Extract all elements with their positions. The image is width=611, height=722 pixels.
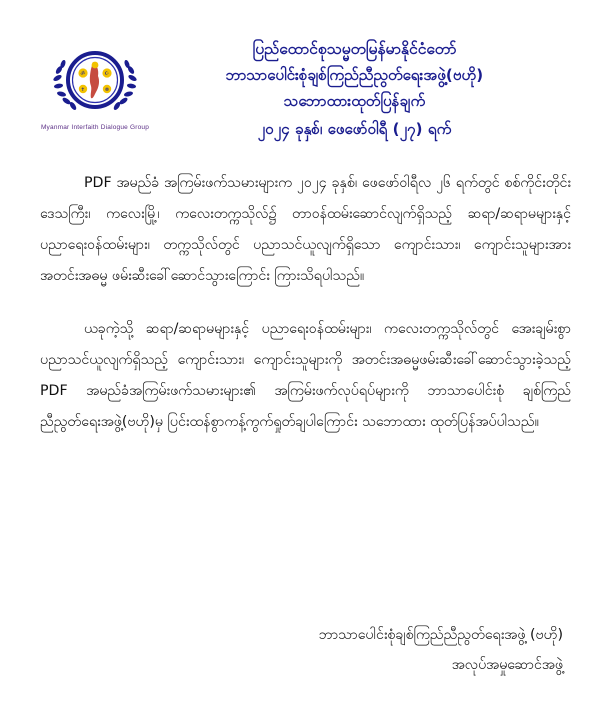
- interfaith-wreath-logo-icon: [47, 40, 143, 118]
- document-header: [0, 0, 611, 142]
- document-title-block: [156, 34, 571, 142]
- document-body: [0, 142, 611, 438]
- signature-organization: ဘာသာပေါင်းစုံချစ်ကြည်ညီညွတ်ရေးအဖွဲ့ (ဗဟို): [318, 627, 563, 643]
- signature-block: [319, 620, 563, 680]
- svg-text:☪: ☪: [104, 71, 110, 77]
- logo-block: [34, 34, 156, 131]
- paragraph-1: PDF အမည်ခံ အကြမ်းဖက်သမားများက ၂၀၂၄ ခုနှစ်၊ ဖေဖော်ဝါရီလ ၂၆ ရက်တွင် စစ်ကိုင်းတိုင်းဒေသကြီး၊ ကလေးမြို့၊ ကလေးတက္ကသိုလ်၌ တာဝန်ထမ်းဆောင်လျက်ရှိသည့် ဆရာ/ဆရာမများနှင့် ပညာရေးဝန်ထမ်းများ၊ တက္ကသိုလ်တွင် ပညာသင်ယူလျက်ရှိသော ကျောင်းသား၊ ကျောင်းသူများအား အတင်းအဓမ္မ ဖမ်းဆီးခေါ်ဆောင်သွားကြောင်း ကြားသိရပါသည်။: [40, 175, 571, 284]
- svg-text:☸: ☸: [104, 87, 110, 93]
- title-line-country: ပြည်ထောင်စုသမ္မတမြန်မာနိုင်ငံတော်: [252, 40, 457, 58]
- svg-text:ॐ: ॐ: [80, 71, 85, 77]
- paragraph-2: ယခုကဲ့သို့ ဆရာ/ဆရာမများနှင့် ပညာရေးဝန်ထမ်းများ၊ ကလေးတက္ကသိုလ်တွင် အေးချမ်းစွာ ပညာသင်ယူလျက်ရှိသည့် ကျောင်းသား၊ ကျောင်းသူများကို အတင်းအဓမ္မဖမ်းဆီးခေါ်ဆောင်သွားခဲ့သည့် PDF အမည်ခံအကြမ်းဖက်သမားများ၏ အကြမ်းဖက်လုပ်ရပ်များကို ဘာသာပေါင်းစုံ ချစ်ကြည်ညီညွတ်ရေးအဖွဲ့(ဗဟို)မှ ပြင်းထန်စွာကန့်ကွက်ရှုတ်ချပါကြောင်း သဘောထား ထုတ်ပြန်အပ်ပါသည်။: [40, 321, 571, 430]
- svg-text:✝: ✝: [80, 87, 85, 93]
- signature-committee: အလုပ်အမှုဆောင်အဖွဲ့: [451, 657, 563, 673]
- logo-caption: Myanmar Interfaith Dialogue Group: [40, 124, 150, 131]
- title-line-statement: သဘောထားထုတ်ပြန်ချက်: [283, 92, 426, 110]
- title-line-organization: ဘာသာပေါင်းစုံချစ်ကြည်ညီညွတ်ရေးအဖွဲ့(ဗဟို): [225, 66, 484, 84]
- title-line-date: ၂၀၂၄ ခုနှစ်၊ ဖေဖော်ဝါရီ (၂၇) ရက်: [257, 120, 452, 138]
